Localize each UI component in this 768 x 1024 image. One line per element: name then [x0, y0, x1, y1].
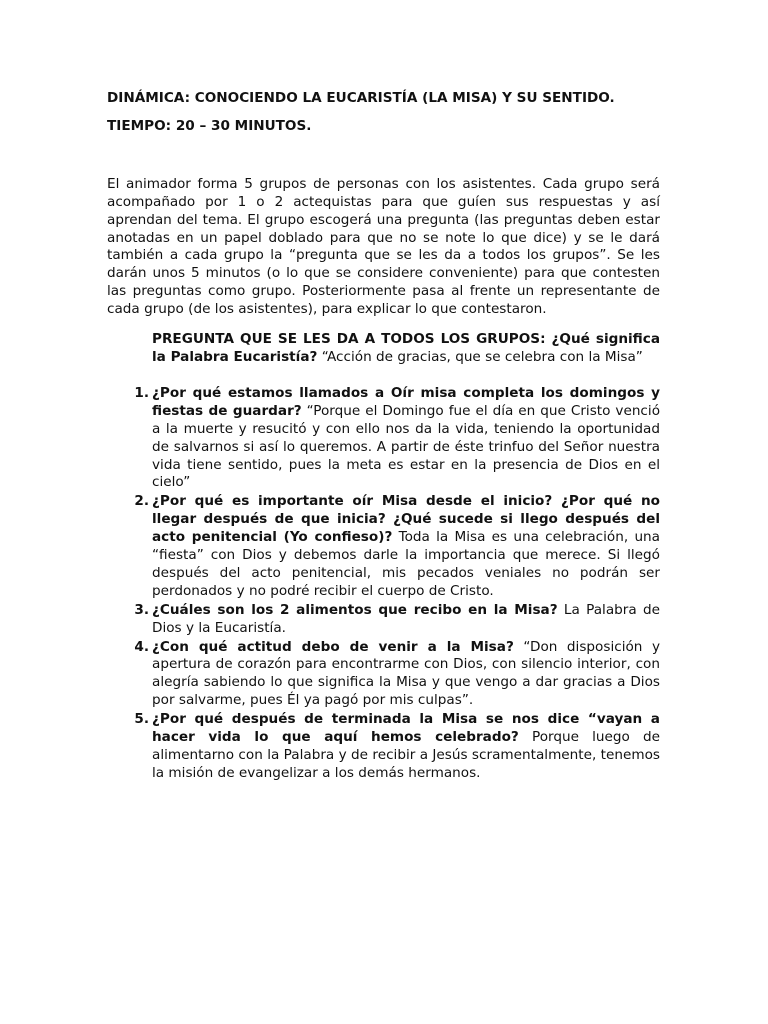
question-number: 1.: [134, 384, 149, 401]
question-text: ¿Por qué después de terminada la Misa se nos dice “vayan a hacer vida lo que aquí hemos celebrado?: [152, 711, 660, 746]
question-number: 4.: [134, 638, 149, 655]
question-number: 2.: [134, 493, 149, 510]
intro-paragraph: El animador forma 5 grupos de personas con los asistentes. Cada grupo será acompañado por 1 o 2 actequistas para que guíen sus respuestas y así aprendan del tema. El grupo escogerá una pregunta (las preguntas deben estar anotadas en un papel doblado para que no se note lo que dice) y se le dará también a cada grupo la “pregunta que se les da a todos los grupos”. Se les darán unos 5 minutos (o lo que se considere conveniente) para que contesten las preguntas como grupo. Posteriormente pasa al frente un representante de cada grupo (de los asistentes), para explicar lo que contestaron.: [107, 175, 660, 318]
question-answer: Porque luego de alimentarno con la Palabra y de recibir a Jesús scramentalmente, tenemos la misión de evangelizar a los demás hermanos.: [152, 729, 660, 781]
question-item: [134, 384, 661, 492]
question-text: ¿Con qué actitud debo de venir a la Misa?: [152, 638, 514, 655]
question-text: ¿Por qué es importante oír Misa desde el inicio? ¿Por qué no llegar después de que inicia? ¿Qué sucede si llego después del acto penitencial (Yo confieso)?: [152, 493, 660, 546]
question-item: [134, 638, 660, 711]
question-list: [134, 384, 661, 783]
questions-section: [134, 331, 661, 783]
document-title: DINÁMICA: CONOCIENDO LA EUCARISTÍA (LA MISA) Y SU SENTIDO.: [107, 90, 615, 106]
general-question-text: PREGUNTA QUE SE LES DA A TODOS LOS GRUPOS: ¿Qué significa la Palabra Eucaristía?: [152, 331, 660, 365]
general-question: [152, 331, 660, 367]
question-answer: “Don disposición y apertura de corazón para encontrarme con Dios, con silencio interior, con alegría sabiendo lo que significa la Misa y que vengo a dar gracias a Dios por salvarme, pues Él ya pagó por mis culpas”.: [152, 638, 660, 709]
question-item: [134, 711, 660, 783]
document-body: [107, 90, 660, 784]
document-time: TIEMPO: 20 – 30 MINUTOS.: [107, 117, 312, 134]
question-answer: “Porque el Domingo fue el día en que Cristo venció a la muerte y resucitó y con ello nos da la vida, teniendo la oportunidad de salvarnos si así lo queremos. A partir de éste trinfuo del Señor nuestra vida tiene sentido, pues la meta es estar en la presencia de Dios en el cielo”: [152, 402, 661, 491]
question-number: 3.: [134, 601, 149, 618]
question-text: ¿Por qué estamos llamados a Oír misa completa los domingos y fiestas de guardar?: [152, 384, 660, 419]
question-answer: La Palabra de Dios y la Eucaristía.: [152, 601, 660, 636]
question-number: 5.: [134, 711, 149, 728]
question-answer: Toda la Misa es una celebración, una “fiesta” con Dios y debemos darle la importancia que merece. Si llegó después del acto penitencial, mis pecados veniales no podrán ser perdonados y no podré recibir el cuerpo de Cristo.: [152, 529, 661, 599]
question-item: [134, 601, 660, 638]
question-item: [134, 493, 661, 600]
question-text: ¿Cuáles son los 2 alimentos que recibo en la Misa?: [152, 601, 558, 618]
general-question-answer: “Acción de gracias, que se celebra con la Misa”: [317, 348, 643, 365]
